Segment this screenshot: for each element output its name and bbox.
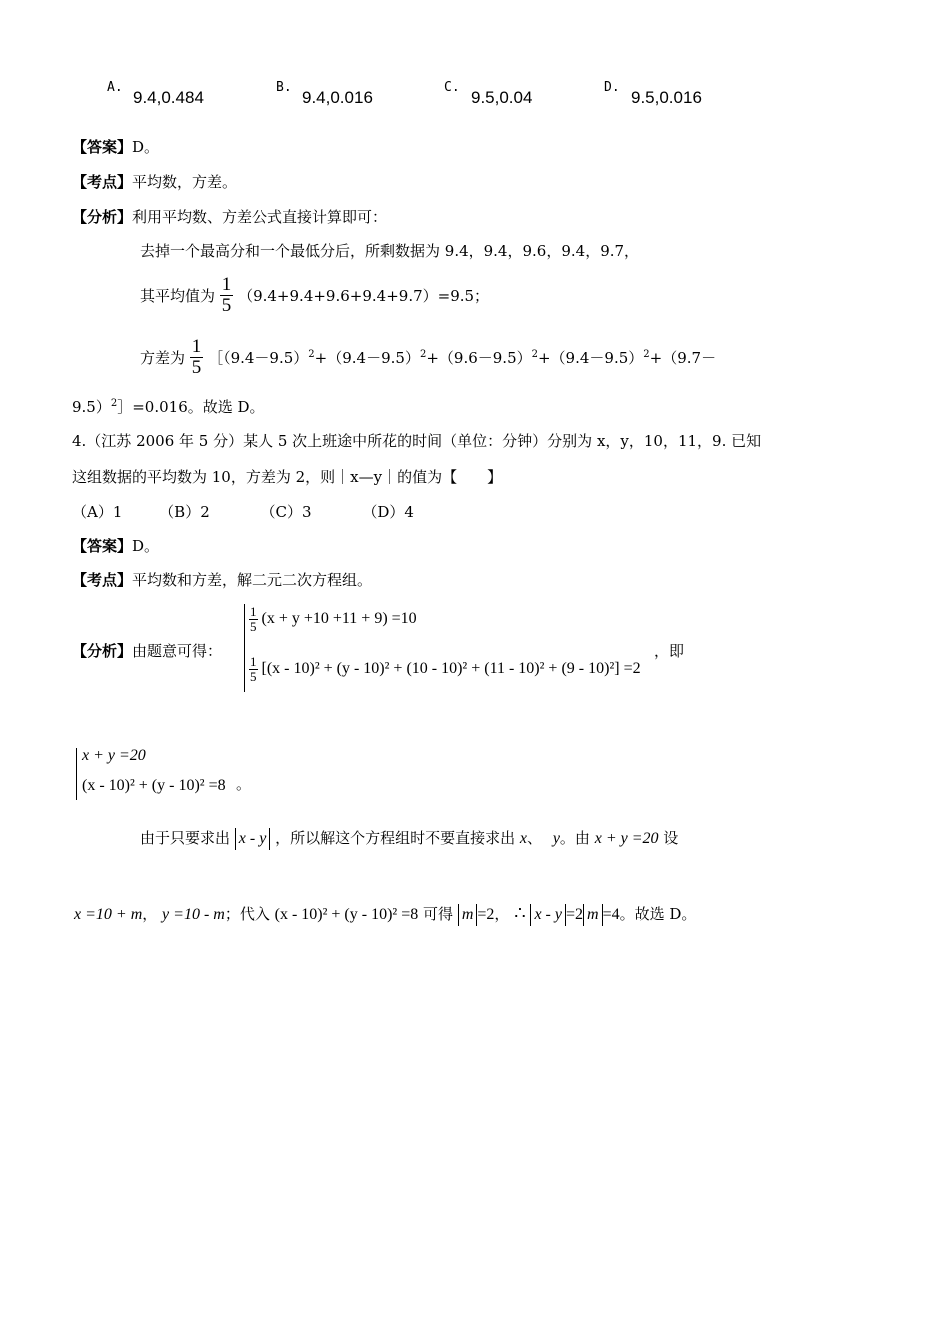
fraction-one-fifth-2: [190, 337, 204, 378]
you-text: 。由: [559, 829, 590, 847]
fenxi-text: 利用平均数、方差公式直接计算即可：: [132, 208, 388, 226]
sq-2: 2: [419, 348, 427, 360]
fenxi-tag: 【分析】: [72, 208, 133, 226]
she-text: 设: [663, 829, 679, 847]
q3-kaodian: [72, 171, 237, 192]
var-term-5: +（9.7－: [649, 348, 717, 367]
var-term-3: +（9.6－9.5）: [426, 348, 532, 367]
ji-text: ，即: [654, 642, 685, 660]
kaodian-tag-2: 【考点】: [72, 571, 133, 589]
sub-y: y =10 - m: [162, 906, 225, 923]
choice-c: （C）3: [260, 503, 312, 521]
therefore-symbol: ∴: [514, 903, 526, 924]
fenxi-text-2: 由题意可得：: [132, 642, 223, 660]
option-d-letter: D.: [604, 80, 620, 95]
kede-text: 可得: [423, 905, 454, 923]
system-eq-1: x + y =20: [82, 747, 146, 764]
mean-prefix: 其平均值为: [140, 286, 216, 305]
sq-3: 2: [531, 348, 538, 360]
eq1-frac: [249, 605, 258, 633]
var-prefix: 方差为: [140, 348, 186, 367]
q4-substitution-line: [74, 903, 696, 926]
q3-data-line: 去掉一个最高分和一个最低分后，所剩数据为 9.4，9.4，9.6，9.4，9.7，: [140, 242, 640, 260]
var-term-4: +（9.4－9.5）: [537, 348, 644, 367]
var-term-2: +（9.4－9.5）: [314, 348, 420, 367]
system-eq-2: (x - 10)² + (y - 10)² =8: [82, 777, 226, 794]
eq2-body: [(x - 10)² + (y - 10)² + (10 - 10)² + (11 - 10)² + (9 - 10)²] =2: [261, 660, 641, 678]
var-x: x: [519, 830, 528, 847]
answer-text-2: D。: [132, 537, 160, 555]
option-b-value: 9.4,0.016: [302, 88, 373, 107]
fenxi-tag-2: 【分析】: [72, 642, 133, 660]
final-text: 。故选 D。: [619, 905, 697, 923]
frac-num: 1: [221, 274, 232, 295]
frac-den: 5: [221, 294, 232, 316]
abs-x-minus-y: x - y: [235, 828, 271, 850]
abs-m-2: m: [583, 904, 603, 926]
q4-choices: [72, 501, 414, 522]
sum-equation: x + y =20: [594, 830, 659, 847]
system-end: 。: [236, 775, 252, 793]
sq-4: 2: [643, 348, 650, 360]
option-b-letter: B.: [276, 80, 292, 95]
eq2-frac: [249, 655, 258, 683]
abs-x-minus-y-2: x - y: [530, 904, 566, 926]
eq1-body: (x + y +10 +11 + 9) =10: [261, 610, 417, 628]
q4-stem-line-1: 4.（江苏 2006 年 5 分）某人 5 次上班途中所花的时间（单位：分钟）分别为 x，y，10，11，9. 已知: [72, 432, 762, 450]
q4-answer: [72, 535, 159, 556]
option-a-letter: A.: [107, 80, 123, 95]
q3-variance-line: [140, 337, 716, 378]
explain-2: ，所以解这个方程组时不要直接求出: [275, 829, 516, 847]
option-a-value: 9.4,0.484: [133, 88, 204, 107]
answer-tag: 【答案】: [72, 138, 133, 156]
eq2-frac-den: 5: [250, 668, 257, 684]
sub-equation: (x - 10)² + (y - 10)² =8: [274, 906, 419, 923]
dun-comma: 、: [527, 829, 543, 847]
var-y: y: [552, 830, 560, 847]
kaodian-tag: 【考点】: [72, 173, 133, 191]
q3-answer: [72, 136, 159, 157]
q4-kaodian: [72, 569, 372, 590]
option-c-value: 9.5,0.04: [471, 88, 533, 107]
final-eq-2: =4: [602, 906, 620, 923]
sq-5: 2: [110, 398, 118, 409]
mean-expr: （9.4+9.4+9.6+9.4+9.7）=9.5；: [238, 286, 490, 305]
choice-d: （D）4: [362, 503, 414, 521]
frac-num-2: 1: [191, 336, 202, 357]
semi-text: ；代入: [224, 905, 270, 923]
final-eq-1: =2: [565, 906, 583, 923]
var-cont: 9.5）: [72, 398, 111, 416]
sub-comma: ，: [142, 905, 158, 923]
equation-2: [249, 655, 641, 683]
var-end: ］=0.016。故选 D。: [117, 398, 265, 416]
equation-1: [249, 605, 417, 633]
frac-den-2: 5: [191, 356, 202, 378]
sq-1: 2: [308, 348, 315, 360]
kaodian-text-2: 平均数和方差，解二元二次方程组。: [132, 571, 373, 589]
kaodian-text: 平均数，方差。: [132, 173, 238, 191]
q4-fenxi: [72, 640, 222, 661]
fraction-one-fifth: [220, 275, 234, 316]
q3-mean-line: [140, 275, 489, 316]
option-c-letter: C.: [444, 80, 460, 95]
eq2-frac-num: 1: [250, 654, 257, 669]
system-brace-2: [76, 748, 77, 800]
option-d-value: 9.5,0.016: [631, 88, 702, 107]
sub-x: x =10 + m: [74, 906, 143, 923]
q3-variance-cont: [72, 396, 265, 417]
q4-stem-line-2: 这组数据的平均数为 10，方差为 2，则｜x—y｜的值为【 】: [72, 468, 503, 486]
eq1-frac-num: 1: [250, 604, 257, 619]
choice-b: （B）2: [159, 503, 210, 521]
answer-text: D。: [132, 138, 160, 156]
comma-2: ，: [494, 905, 510, 923]
system-brace-1: [244, 604, 245, 692]
m-eq: =2: [477, 906, 495, 923]
q3-fenxi: [72, 206, 387, 227]
choice-a: （A）1: [72, 503, 123, 521]
abs-m: m: [458, 904, 478, 926]
eq1-frac-den: 5: [250, 618, 257, 634]
q4-explain-line: [140, 827, 678, 850]
answer-tag-2: 【答案】: [72, 537, 133, 555]
var-term-1: ［（9.4－9.5）: [208, 348, 309, 367]
explain-1: 由于只要求出: [140, 829, 231, 847]
